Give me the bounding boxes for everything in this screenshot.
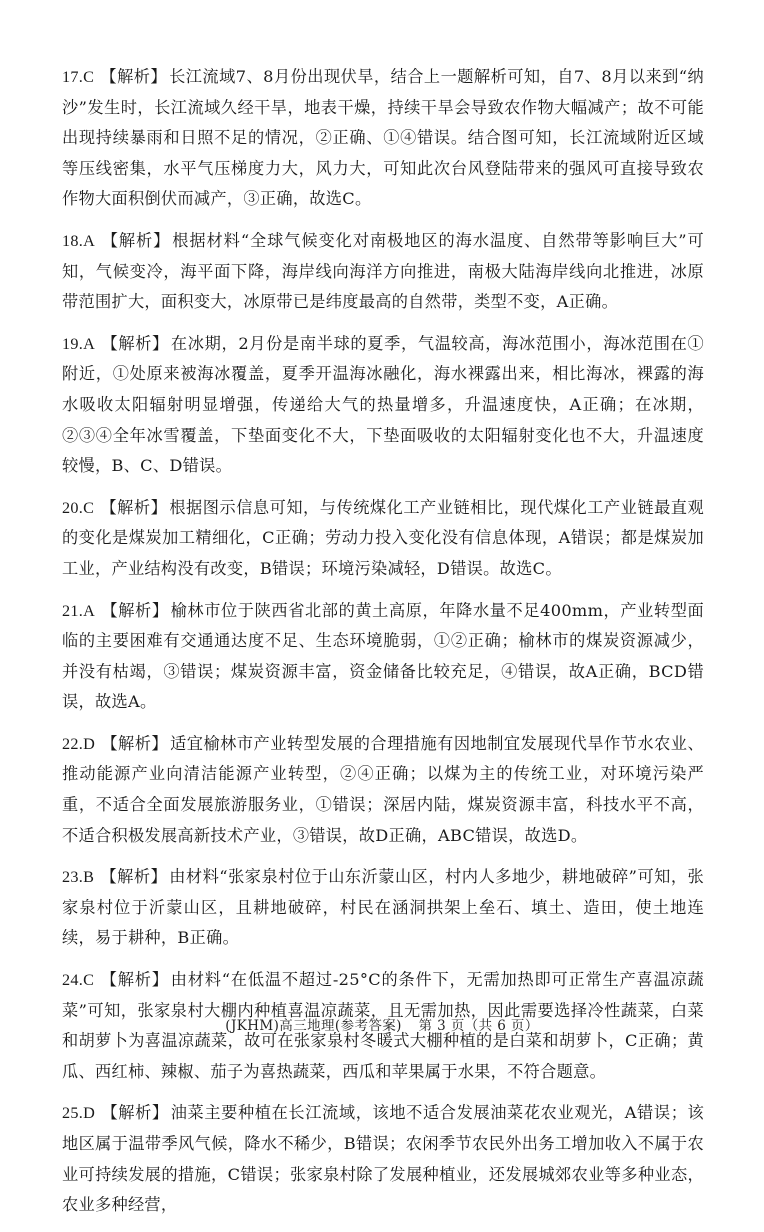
answer-number: 25.D — [62, 1104, 96, 1123]
answer-text: 由材料“张家泉村位于山东沂蒙山区，村内人多地少，耕地破碎”可知，张家泉村位于沂蒙山区，且耕地破碎，村民在涵洞拱架上垒石、填土、造田，使土地连续，易于耕种，B正确。 — [62, 867, 705, 948]
analysis-tag: 【解析】 — [101, 230, 171, 250]
answer-number: 23.B — [62, 868, 95, 887]
footer-page-number: 第 3 页（共 6 页） — [418, 1018, 539, 1034]
answer-list — [62, 62, 704, 1232]
answer-22 — [62, 729, 704, 851]
answer-17 — [62, 62, 704, 215]
footer-title: (JKHM)高三地理(参考答案) — [225, 1018, 402, 1034]
answer-number: 21.A — [62, 601, 96, 620]
analysis-tag: 【解析】 — [101, 600, 169, 620]
answer-text: 根据图示信息可知，与传统煤化工产业链相比，现代煤化工产业链最直观的变化是煤炭加工精细化，C正确；劳动力投入变化没有信息体现，A错误；都是煤炭加工业，产业结构没有改变，B错误；环境污染减轻，D错误。故选C。 — [62, 497, 704, 578]
answer-text: 根据材料“全球气候变化对南极地区的海水温度、自然带等影响巨大”可知，气候变冷，海平面下降，海岸线向海洋方向推进，南极大陆海岸线向北推进，冰原带范围扩大，面积变大，冰原带已是纬度最高的自然带，类型不变，A正确。 — [62, 230, 704, 312]
answer-18 — [62, 226, 704, 318]
answer-number: 24.C — [62, 971, 95, 990]
answer-21 — [62, 596, 704, 718]
answer-number: 20.C — [62, 498, 95, 517]
answer-23 — [62, 862, 704, 954]
answer-number: 19.A — [62, 334, 96, 353]
answer-20 — [62, 493, 704, 585]
answer-number: 17.C — [62, 68, 95, 86]
page-footer — [0, 1014, 764, 1034]
analysis-tag: 【解析】 — [100, 970, 169, 990]
answer-text: 在冰期，2月份是南半球的夏季，气温较高，海冰范围小，海冰范围在①附近，①处原来被海冰覆盖，夏季开温海冰融化，海水裸露出来，相比海冰，裸露的海水吸收太阳辐射明显增强，传递给大气的热量增多，升温速度快，A正确；在冰期，②③④全年冰雪覆盖，下垫面变化不大，下垫面吸收的太阳辐射变化也不大，升温速度较慢，B、C、D错误。 — [62, 333, 704, 476]
analysis-tag: 【解析】 — [101, 333, 169, 353]
analysis-tag: 【解析】 — [100, 67, 168, 86]
answer-text: 油菜主要种植在长江流域，该地不适合发展油菜花农业观光，A错误；该地区属于温带季风气候，降水不稀少，B错误；农闲季节农民外出务工增加收入不属于农业可持续发展的措施，C错误；张家泉村除了发展种植业，还发展城郊农业等多种业态，农业多种经营， — [62, 1103, 704, 1215]
analysis-tag: 【解析】 — [101, 1103, 169, 1123]
analysis-tag: 【解析】 — [100, 497, 168, 517]
answer-25 — [62, 1098, 704, 1220]
answer-number: 18.A — [62, 231, 96, 250]
analysis-tag: 【解析】 — [100, 867, 168, 887]
answer-19 — [62, 329, 704, 482]
analysis-tag: 【解析】 — [101, 733, 169, 753]
answer-text: 由材料“在低温不超过-25°C的条件下，无需加热即可正常生产喜温凉蔬菜”可知，张家泉村大棚内种植喜温凉蔬菜，且无需加热，因此需要选择冷性蔬菜，白菜和胡萝卜为喜温凉蔬菜，故可在张家泉村冬暖式大棚种植的是白菜和胡萝卜，C正确；黄瓜、西红柿、辣椒、茄子为喜热蔬菜，西瓜和苹果属于水果，不符合题意。 — [62, 970, 704, 1081]
answer-number: 22.D — [62, 734, 96, 753]
answer-text: 长江流域7、8月份出现伏旱，结合上一题解析可知，自7、8月以来到“纳沙”发生时，长江流域久经干旱，地表干燥，持续干旱会导致农作物大幅减产；故不可能出现持续暴雨和日照不足的情况，②正确、①④错误。结合图可知，长江流域附近区域等压线密集，水平气压梯度力大，风力大，可知此次台风登陆带来的强风可直接导致农作物大面积倒伏而减产，③正确，故选C。 — [62, 67, 705, 209]
answer-text: 榆林市位于陕西省北部的黄土高原，年降水量不足400mm，产业转型面临的主要困难有交通通达度不足、生态环境脆弱，①②正确；榆林市的煤炭资源减少，并没有枯竭，③错误；煤炭资源丰富，资金储备比较充足，④错误，故A正确，BCD错误，故选A。 — [62, 600, 704, 712]
answer-text: 适宜榆林市产业转型发展的合理措施有因地制宜发展现代旱作节水农业、推动能源产业向清洁能源产业转型，②④正确；以煤为主的传统工业，对环境污染严重，不适合全面发展旅游服务业，①错误；深居内陆，煤炭资源丰富，科技水平不高，不适合积极发展高新技术产业，③错误，故D正确，ABC错误，故选D。 — [62, 733, 704, 845]
